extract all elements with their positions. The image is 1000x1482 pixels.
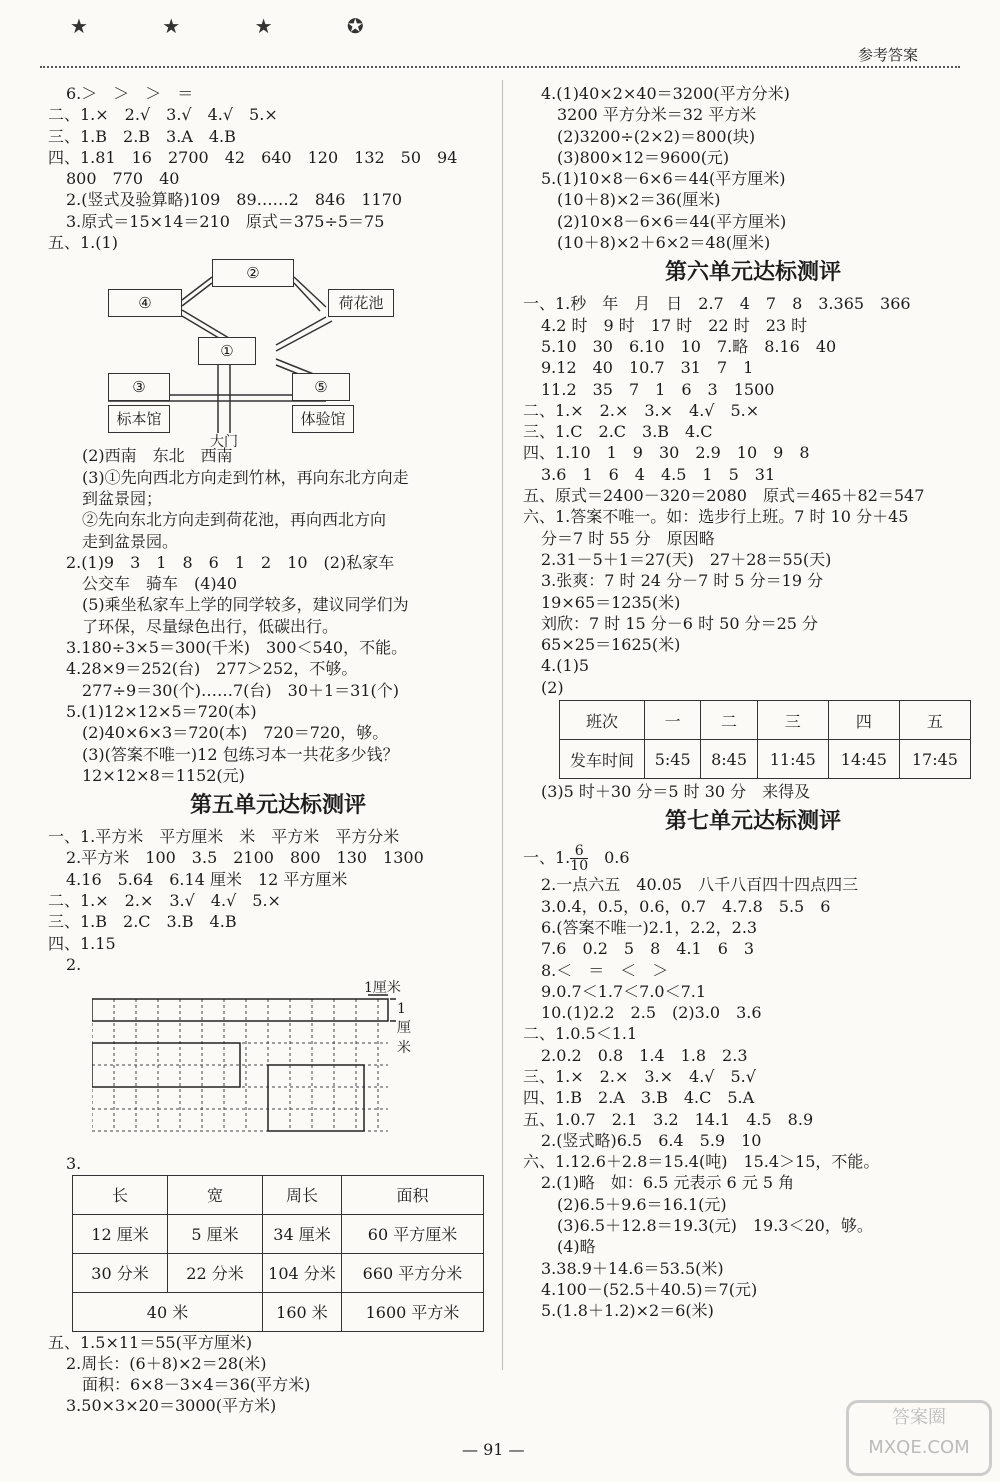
answer-line: (10＋8)×2＋6×2＝48(厘米) [557,233,771,253]
table-cell: 40 米 [73,1292,263,1331]
answer-line: 五、原式＝2400－320＝2080 原式＝465＋82＝547 [523,486,925,506]
table-header-row [73,1175,484,1214]
answer-line: 五、1.(1) [48,233,118,253]
answer-line: (3)6.5＋12.8＝19.3(元) 19.3＜20，够。 [557,1216,873,1236]
answer-line: 5.(1)12×12×5＝720(本) [66,701,257,721]
answer-line: 11.2 35 7 1 6 3 1500 [541,379,775,399]
table-cell: 14:45 [828,740,899,779]
answer-line: 2.(竖式略)6.5 6.4 5.9 10 [541,1130,762,1150]
answer-line: 六、1.12.6＋2.8＝15.4(吨) 15.4＞15，不能。 [523,1152,880,1172]
answer-line: 277÷9＝30(个)……7(台) 30＋1＝31(个) [82,680,400,700]
answer-line: 到盆景园； [82,488,163,508]
answer-line: 4.28×9＝252(台) 277＞252，不够。 [66,659,358,679]
table-cell: 160 米 [263,1292,342,1331]
map-gate-label: 大门 [210,434,238,451]
answer-line: 公交车 骑车 (4)40 [82,574,238,594]
answer-line: 2.一点六五 40.05 八千八百四十四点四三 [541,875,859,895]
answer-line: 3.6 1 6 4 4.5 1 5 31 [541,464,776,484]
answer-line: 一、1.秒 年 月 日 2.7 4 7 8 3.365 366 [523,294,911,314]
fraction-numerator: 6 [570,844,588,859]
answer-line: 面积：6×8－3×4＝36(平方米) [82,1375,311,1395]
grid-unit-label-top: 1厘米 [364,980,401,997]
answer-line: 刘欣：7 时 15 分－6 时 50 分＝25 分 [541,613,819,633]
answer-line: (3)①先向西北方向走到竹林，再向东北方向走 [82,467,409,487]
fraction [570,844,588,873]
map-experience-hall: 体验馆 [292,405,354,433]
answer-line: 四、1.B 2.A 3.B 4.C 5.A [523,1088,755,1108]
answer-line: 3.张爽：7 时 24 分－7 时 5 分＝19 分 [541,571,824,591]
answer-line: 3. [66,1154,82,1174]
answer-line: 9.0.7＜1.7＜7.0＜7.1 [541,981,707,1001]
map-location-5: ⑤ [292,373,350,401]
answer-line: 二、1.× 2.× 3.√ 4.√ 5.× [48,891,281,911]
table-row [73,1214,484,1253]
header-title: 参考答案 [858,46,919,64]
answer-line: (2) [541,677,564,697]
map-lotus-pond: 荷花池 [328,289,394,317]
answer-line: 6.(答案不唯一)2.1，2.2，2.3 [541,917,758,937]
answer-line: 2.(1)略 如：6.5 元表示 6 元 5 角 [541,1173,795,1193]
answer-line: 了环保，尽量绿色出行，低碳出行。 [82,616,339,636]
map-specimen-hall: 标本馆 [108,405,170,433]
answer-line: 四、1.15 [48,933,116,953]
answer-line: 4.(1)40×2×40＝3200(平方分米) [541,84,790,103]
table-cell: 长 [73,1175,168,1214]
answer-line: 3.0.4，0.5，0.6，0.7 4.7.8 5.5 6 [541,896,831,916]
answer-line: 65×25＝1625(米) [541,635,681,655]
answer-line: 六、1.答案不唯一。如：选步行上班。7 时 10 分＋45 [523,507,909,527]
answer-line: 4.(1)5 [541,656,590,676]
table-cell: 660 平方分米 [342,1253,484,1292]
park-route-map [108,255,468,451]
answer-line: 二、1.× 2.√ 3.√ 4.√ 5.× [48,105,278,125]
bus-schedule-table [559,700,971,779]
map-location-4: ④ [108,289,182,317]
table-cell: 30 分米 [73,1253,168,1292]
answer-line: 2.0.2 0.8 1.4 1.8 2.3 [541,1045,748,1065]
answer-line: 6.＞ ＞ ＞ ＝ [66,84,194,103]
map-location-2: ② [212,259,294,287]
answer-line: 19×65＝1235(米) [541,592,681,612]
table-cell: 发车时间 [560,740,645,779]
answer-line: 4.100－(52.5＋40.5)＝7(元) [541,1279,758,1299]
answer-line: 2. [66,954,82,974]
answer-line: 四、1.10 1 9 30 2.9 10 9 8 [523,443,810,463]
answer-line: 五、1.0.7 2.1 3.2 14.1 4.5 8.9 [523,1109,814,1129]
table-cell: 12 厘米 [73,1214,168,1253]
answer-line: 3.50×3×20＝3000(平方米) [66,1396,277,1416]
left-column [48,83,508,1417]
table-cell: 5:45 [645,740,701,779]
page-number: — 91 — [462,1440,525,1459]
answer-line: 5.(1)10×8－6×6＝44(平方厘米) [541,169,786,189]
table-row [560,740,971,779]
answer-line: (5)乘坐私家车上学的同学较多，建议同学们为 [82,595,409,615]
header-divider [40,66,960,68]
table-cell: 104 分米 [263,1253,342,1292]
answer-line: 8.＜ ＝ ＜ ＞ [541,960,669,980]
table-cell: 周长 [263,1175,342,1214]
table-cell: 5 厘米 [168,1214,263,1253]
answer-line: 2.平方米 100 3.5 2100 800 130 1300 [66,848,424,868]
answer-line: 三、1.B 2.C 3.B 4.B [48,912,237,932]
answer-line: (2)10×8－6×6＝44(平方厘米) [557,211,787,231]
answer-line: 5.10 30 6.10 10 7.略 8.16 40 [541,336,837,356]
table-cell: 1600 平方米 [342,1292,484,1331]
table-cell: 60 平方厘米 [342,1214,484,1253]
watermark-logo: 答案圈 MXQE.COM [846,1400,992,1476]
square-grid-drawing [92,977,412,1153]
answer-line: 7.6 0.2 5 8 4.1 6 3 [541,939,755,959]
table-cell: 11:45 [757,740,828,779]
answer-line: 走到盆景园。 [82,531,179,551]
table-cell: 四 [828,701,899,740]
answer-line: (3)5 时＋30 分＝5 时 30 分 来得及 [541,782,811,802]
section-title-unit6: 第六单元达标测评 [664,260,841,286]
table-row [73,1292,484,1331]
section-title-unit5: 第五单元达标测评 [189,793,366,819]
answer-line: 2.(1)9 3 1 8 6 1 2 10 (2)私家车 [66,552,395,572]
table-cell: 一 [645,701,701,740]
answer-line: 三、1.C 2.C 3.B 4.C [523,422,713,442]
answer-line: 三、1.× 2.× 3.× 4.√ 5.√ [523,1066,756,1086]
answer-line: 四、1.81 16 2700 42 640 120 132 50 94 [48,147,458,167]
right-column [523,83,983,1322]
answer-line [523,842,983,874]
answer-line: 3.180÷3×5＝300(千米) 300＜540，不能。 [66,638,408,658]
table-cell: 宽 [168,1175,263,1214]
table-cell: 34 厘米 [263,1214,342,1253]
table-cell: 22 分米 [168,1253,263,1292]
answer-line: 2.31－5＋1＝27(天) 27＋28＝55(天) [541,549,832,569]
table-cell: 8:45 [701,740,757,779]
table-row [73,1253,484,1292]
fraction-denominator: 10 [570,858,589,875]
answer-line: 五、1.5×11＝55(平方厘米) [48,1332,253,1352]
answer-line: 4.16 5.64 6.14 厘米 12 平方厘米 [66,869,348,889]
answer-line: 分＝7 时 55 分 原因略 [541,528,715,548]
answer-prefix: 一、1. [523,848,571,868]
table-cell: 班次 [560,701,645,740]
map-location-3: ③ [108,373,170,401]
answer-line: 3.原式＝15×14＝210 原式＝375÷5＝75 [66,211,385,231]
answer-line: 800 770 40 [66,169,180,189]
table-cell: 面积 [342,1175,484,1214]
table-cell: 二 [701,701,757,740]
table-cell: 三 [757,701,828,740]
answer-line: (2)40×6×3＝720(本) 720＝720，够。 [82,723,389,743]
answer-line: 一、1.平方米 平方厘米 米 平方米 平方分米 [48,827,400,847]
answer-line: 10.(1)2.2 2.5 (2)3.0 3.6 [541,1003,762,1023]
rectangle-table [72,1175,484,1332]
answer-line: 3.38.9＋14.6＝53.5(米) [541,1258,724,1278]
grid-lines [92,977,412,1153]
answer-line: (2)西南 东北 西南 [82,446,233,466]
table-cell: 17:45 [899,740,970,779]
answer-line: 三、1.B 2.B 3.A 4.B [48,126,236,146]
answer-line: (3)800×12＝9600(元) [557,147,730,167]
table-header-row [560,701,971,740]
answer-line: (2)3200÷(2×2)＝800(块) [557,126,756,146]
answer-line: ②先向东北方向走到荷花池，再向西北方向 [82,510,387,530]
answer-line: 5.(1.8＋1.2)×2＝6(米) [541,1301,714,1321]
answer-line: (3)(答案不唯一)12 包练习本一共花多少钱？ [82,744,399,764]
answer-suffix: 0.6 [588,848,630,868]
answer-line: (10＋8)×2＝36(厘米) [557,190,721,210]
header-stars: ★ ★ ★ ✪ [70,14,398,38]
table-cell: 五 [899,701,970,740]
grid-unit-label-side: 1厘米 [397,1001,411,1057]
answer-line: 9.12 40 10.7 31 7 1 [541,358,754,378]
answer-line: 12×12×8＝1152(元) [82,765,245,785]
answer-line: 二、1.× 2.× 3.× 4.√ 5.× [523,400,760,420]
section-title-unit7: 第七单元达标测评 [664,809,841,835]
answer-line: (2)6.5＋9.6＝16.1(元) [557,1194,727,1214]
answer-line: 3200 平方分米＝32 平方米 [557,105,757,125]
answer-line: 4.2 时 9 时 17 时 22 时 23 时 [541,315,808,335]
answer-line: 2.周长：(6＋8)×2＝28(米) [66,1353,267,1373]
map-location-1: ① [198,337,256,365]
answer-line: 2.(竖式及验算略)109 89……2 846 1170 [66,190,403,210]
answer-line: (4)略 [557,1237,596,1257]
answer-line: 二、1.0.5＜1.1 [523,1024,638,1044]
